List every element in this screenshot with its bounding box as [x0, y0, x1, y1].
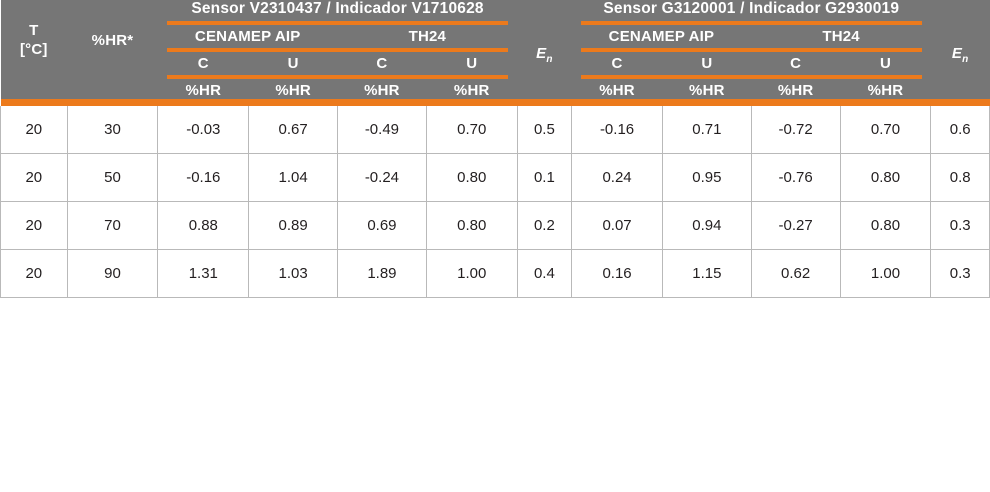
cell-g1-aip-c: 1.31	[158, 250, 249, 298]
header-group-2: Sensor G3120001 / Indicador G2930019	[572, 0, 931, 18]
cell-g1-aip-u: 0.89	[249, 202, 338, 250]
cell-g2-th24-u: 1.00	[840, 250, 931, 298]
cell-g2-aip-c: 0.24	[572, 154, 663, 202]
cell-g1-aip-u: 1.03	[249, 250, 338, 298]
cell-g2-aip-c: 0.07	[572, 202, 663, 250]
accent-band	[1, 99, 990, 106]
header-temperature	[1, 0, 68, 82]
table-row	[1, 154, 990, 202]
cell-humidity: 90	[67, 250, 158, 298]
cell-g1-th24-u: 0.80	[426, 154, 517, 202]
header-unit-7: %HR	[751, 82, 840, 99]
cell-g1-th24-c: -0.24	[338, 154, 427, 202]
header-unit-en2	[931, 82, 990, 99]
header-spacer-en2	[931, 0, 990, 28]
cell-g1-th24-u: 0.70	[426, 106, 517, 154]
header-unit-4: %HR	[426, 82, 517, 99]
cell-g2-en: 0.3	[931, 250, 990, 298]
cell-g2-aip-u: 1.15	[662, 250, 751, 298]
cell-temperature: 20	[1, 154, 68, 202]
header-en-2-symbol: E	[951, 45, 963, 62]
cell-g2-aip-u: 0.94	[662, 202, 751, 250]
table-row	[1, 250, 990, 298]
accent-rule-group-2	[572, 18, 931, 28]
header-en-2	[931, 28, 990, 82]
header-unit-5: %HR	[572, 82, 663, 99]
cell-g1-en: 0.2	[517, 202, 571, 250]
header-unit-1: %HR	[158, 82, 249, 99]
accent-band-row	[1, 99, 990, 106]
cell-g2-th24-u: 0.70	[840, 106, 931, 154]
cell-g2-th24-c: -0.27	[751, 202, 840, 250]
accent-rule-cu-1	[158, 72, 517, 82]
cell-g1-th24-c: 0.69	[338, 202, 427, 250]
cell-g1-aip-c: -0.16	[158, 154, 249, 202]
header-subgroup-3: CENAMEP AIP	[572, 28, 752, 45]
header-cu-2: U	[249, 55, 338, 72]
cell-humidity: 70	[67, 202, 158, 250]
header-en-1-subscript: n	[546, 54, 553, 65]
cell-g1-th24-c: -0.49	[338, 106, 427, 154]
cell-g2-th24-u: 0.80	[840, 154, 931, 202]
cell-g1-aip-c: 0.88	[158, 202, 249, 250]
header-subgroup-2: TH24	[338, 28, 518, 45]
cell-temperature: 20	[1, 202, 68, 250]
cell-g2-en: 0.6	[931, 106, 990, 154]
header-row-groups	[1, 0, 990, 18]
header-temperature-line1: T	[29, 22, 39, 40]
cell-g2-aip-u: 0.71	[662, 106, 751, 154]
cell-g2-th24-c: -0.76	[751, 154, 840, 202]
cell-g1-aip-u: 0.67	[249, 106, 338, 154]
cell-g2-en: 0.8	[931, 154, 990, 202]
cell-g1-aip-u: 1.04	[249, 154, 338, 202]
header-cu-5: C	[572, 55, 663, 72]
header-subgroup-4: TH24	[751, 28, 931, 45]
header-unit-6: %HR	[662, 82, 751, 99]
accent-rule-cu-2	[572, 72, 931, 82]
cell-g2-aip-c: 0.16	[572, 250, 663, 298]
header-subgroup-1: CENAMEP AIP	[158, 28, 338, 45]
accent-rule-subgroup-1	[158, 45, 517, 55]
header-cu-1: C	[158, 55, 249, 72]
header-group-1: Sensor V2310437 / Indicador V1710628	[158, 0, 517, 18]
accent-rule-group-1	[158, 18, 517, 28]
header-unit-2: %HR	[249, 82, 338, 99]
cell-g1-th24-c: 1.89	[338, 250, 427, 298]
cell-temperature: 20	[1, 106, 68, 154]
cell-g1-en: 0.5	[517, 106, 571, 154]
header-en-2-subscript: n	[962, 54, 969, 65]
header-humidity: %HR*	[67, 0, 158, 82]
cell-g1-th24-u: 1.00	[426, 250, 517, 298]
cell-g2-en: 0.3	[931, 202, 990, 250]
cell-g2-th24-c: -0.72	[751, 106, 840, 154]
cell-g1-en: 0.4	[517, 250, 571, 298]
cell-humidity: 30	[67, 106, 158, 154]
cell-g2-aip-c: -0.16	[572, 106, 663, 154]
header-temperature-line2: [°C]	[19, 41, 48, 58]
header-unit-en1	[517, 82, 571, 99]
header-en-1-symbol: E	[536, 45, 547, 62]
cell-g2-th24-u: 0.80	[840, 202, 931, 250]
cell-g1-th24-u: 0.80	[426, 202, 517, 250]
header-unit-8: %HR	[840, 82, 931, 99]
header-spacer-en1	[517, 0, 571, 28]
header-unit-3: %HR	[338, 82, 427, 99]
cell-g1-aip-c: -0.03	[158, 106, 249, 154]
cell-temperature: 20	[1, 250, 68, 298]
header-en-1	[517, 28, 571, 82]
table-row	[1, 106, 990, 154]
header-cu-8: U	[840, 55, 931, 72]
header-cu-3: C	[338, 55, 427, 72]
accent-rule-subgroup-2	[572, 45, 931, 55]
table-row	[1, 202, 990, 250]
header-cu-4: U	[426, 55, 517, 72]
header-cu-7: C	[751, 55, 840, 72]
cell-humidity: 50	[67, 154, 158, 202]
header-row-units	[1, 82, 990, 99]
header-unit-hr	[67, 82, 158, 99]
cell-g2-aip-u: 0.95	[662, 154, 751, 202]
header-cu-6: U	[662, 55, 751, 72]
cell-g2-th24-c: 0.62	[751, 250, 840, 298]
header-unit-t	[1, 82, 68, 99]
cell-g1-en: 0.1	[517, 154, 571, 202]
